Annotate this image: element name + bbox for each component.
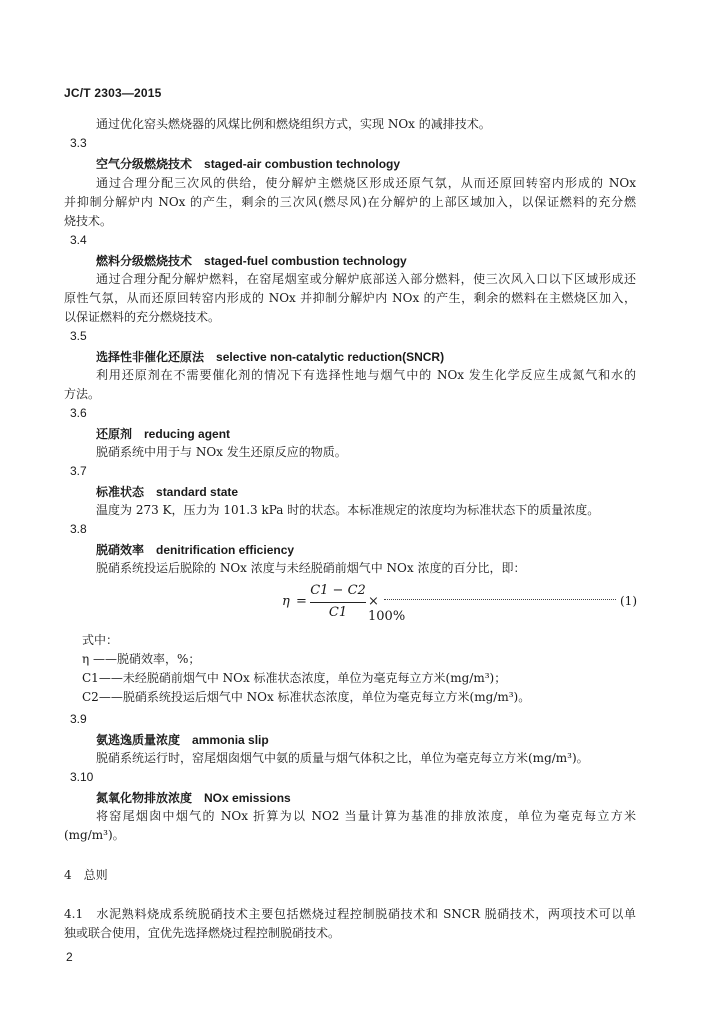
section-number: 3.8 xyxy=(70,522,87,536)
term-title xyxy=(96,731,269,748)
where-line: 式中： xyxy=(82,633,119,647)
term-en: staged-air combustion technology xyxy=(204,157,401,171)
body-line: 并抑制分解炉内 NOx 的产生，剩余的三次风(燃尽风)在分解炉的上部区域加入，以保证燃料的充分燃 xyxy=(64,195,636,209)
formula-leader-dots xyxy=(384,598,616,600)
term-cn: 空气分级燃烧技术 xyxy=(96,157,193,171)
body-line: 原性气氛，从而还原回转窑内形成的 NOx 并抑制分解炉内 NOx 的产生，剩余的燃料在主燃烧区加入， xyxy=(64,291,636,305)
term-en: ammonia slip xyxy=(192,733,269,747)
section-number: 3.7 xyxy=(70,464,87,478)
term-title xyxy=(96,483,238,500)
term-cn: 还原剂 xyxy=(96,427,133,441)
term-en: staged-fuel combustion technology xyxy=(204,254,407,268)
clause-heading: 4 总则 xyxy=(64,868,108,882)
body-line: 利用还原剂在不需要催化剂的情况下有选择性地与烟气中的 NOx 发生化学反应生成氮气和水的 xyxy=(96,368,636,382)
term-title xyxy=(96,155,400,172)
formula-denominator: C1 xyxy=(328,605,348,620)
term-en: NOx emissions xyxy=(204,791,291,805)
term-en: selective non-catalytic reduction(SNCR) xyxy=(216,350,445,364)
term-cn: 燃料分级燃烧技术 xyxy=(96,254,193,268)
body-line: 温度为 273 K，压力为 101.3 kPa 时的状态。本标准规定的浓度均为标准状态下的质量浓度。 xyxy=(96,503,600,517)
section-number: 3.5 xyxy=(70,329,87,343)
intro-line: 通过优化窑头燃烧器的风煤比例和燃烧组织方式，实现 NOx 的减排技术。 xyxy=(96,117,491,131)
body-line: 4.1 水泥熟料烧成系统脱硝技术主要包括燃烧过程控制脱硝技术和 SNCR 脱硝技术，两项技术可以单 xyxy=(64,907,636,921)
formula-number: (1) xyxy=(620,594,637,608)
body-line: 脱硝系统运行时，窑尾烟囱烟气中氨的质量与烟气体积之比，单位为毫克每立方米(mg/m³)。 xyxy=(96,751,589,765)
section-number: 3.9 xyxy=(70,712,87,726)
formula-lhs: η xyxy=(282,594,290,609)
formula-equals: = xyxy=(296,594,307,609)
term-cn: 脱硝效率 xyxy=(96,543,145,557)
term-en: denitrification efficiency xyxy=(156,543,295,557)
formula-times: × 100% xyxy=(368,594,406,624)
where-line: η ——脱硝效率，%； xyxy=(82,652,201,666)
body-line: 通过合理分配三次风的供给，使分解炉主燃烧区形成还原气氛，从而还原回转窑内形成的 NOx xyxy=(96,176,636,190)
standard-header: JC/T 2303—2015 xyxy=(64,86,162,100)
body-line: 烧技术。 xyxy=(64,214,113,228)
term-en: reducing agent xyxy=(144,427,231,441)
body-line: 脱硝系统中用于与 NOx 发生还原反应的物质。 xyxy=(96,445,347,459)
body-line: 方法。 xyxy=(64,387,101,401)
term-cn: 氮氧化物排放浓度 xyxy=(96,791,193,805)
body-line: 独或联合使用，宜优先选择燃烧过程控制脱硝技术。 xyxy=(64,926,341,940)
term-title xyxy=(96,789,291,806)
term-cn: 选择性非催化还原法 xyxy=(96,350,205,364)
fraction-bar xyxy=(310,602,366,603)
term-title xyxy=(96,348,444,365)
where-line: C1——未经脱硝前烟气中 NOx 标准状态浓度，单位为毫克每立方米(mg/m³)； xyxy=(82,671,507,685)
body-line: 脱硝系统投运后脱除的 NOx 浓度与未经脱硝前烟气中 NOx 浓度的百分比，即： xyxy=(96,561,526,575)
body-line: 通过合理分配分解炉燃料，在窑尾烟室或分解炉底部送入部分燃料，使三次风入口以下区域形成还 xyxy=(96,272,636,286)
term-title xyxy=(96,425,230,442)
term-en: standard state xyxy=(156,485,239,499)
formula-numerator: C1 − C2 xyxy=(310,583,366,598)
section-number: 3.3 xyxy=(70,136,87,150)
term-cn: 标准状态 xyxy=(96,485,145,499)
section-number: 3.10 xyxy=(70,770,94,784)
section-number: 3.6 xyxy=(70,406,87,420)
page-number: 2 xyxy=(66,950,73,964)
body-line: (mg/m³)。 xyxy=(64,828,125,842)
where-line: C2——脱硝系统投运后烟气中 NOx 标准状态浓度，单位为毫克每立方米(mg/m³)。 xyxy=(82,690,531,704)
term-title xyxy=(96,541,294,558)
term-title xyxy=(96,252,407,269)
body-line: 将窑尾烟囱中烟气的 NOx 折算为以 NO2 当量计算为基准的排放浓度，单位为毫克每立方米 xyxy=(96,809,636,823)
term-cn: 氨逃逸质量浓度 xyxy=(96,733,181,747)
section-number: 3.4 xyxy=(70,233,87,247)
body-line: 以保证燃料的充分燃烧技术。 xyxy=(64,310,221,324)
